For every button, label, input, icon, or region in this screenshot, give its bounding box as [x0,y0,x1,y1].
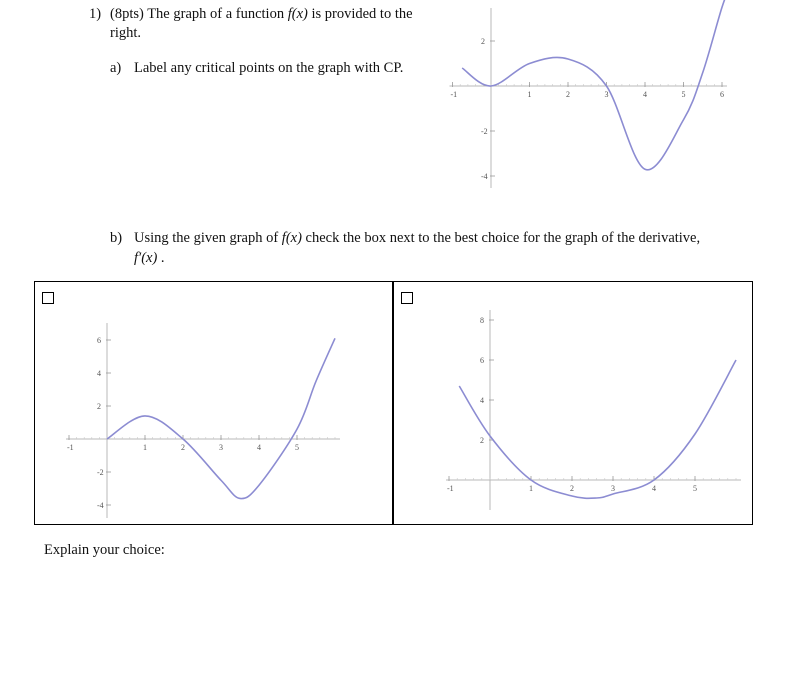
choice-1-y-tick-label: -2 [97,468,104,477]
choice-1-y-tick-label: 6 [97,336,101,345]
choice-2-y-tick-label: 8 [480,316,484,325]
problem-statement [110,5,413,24]
f-graph-y-tick-label: -4 [481,172,488,181]
choice-1-x-tick-label: -1 [67,443,74,452]
choice-2-y-tick-label: 6 [480,356,484,365]
problem-number: 1) [89,6,102,22]
part-a-label: a) [110,60,122,76]
choice-1-x-tick-label: 5 [295,443,299,452]
f-graph-x-tick-label: 2 [566,90,570,99]
f-graph-x-tick-label: 6 [720,90,724,99]
f-graph-x-tick-label: -1 [450,90,458,99]
part-b-text-1: Using the given graph of [134,230,279,246]
choice-1-x-tick-label: 3 [219,443,223,452]
choice-2-x-tick-label: 3 [611,484,615,493]
choice-1-x-tick-label: 1 [143,443,147,452]
f-graph-y-tick-label: -2 [481,127,488,136]
function-graph [450,0,750,200]
choice-2-x-tick-label: 5 [693,484,697,493]
f-graph-x-tick-label: 5 [681,90,686,99]
explain-prompt: Explain your choice: [44,542,165,558]
part-b-function: f(x) [281,230,302,246]
problem-rest-text: is provided to the [311,6,413,22]
derivative-notation: f′(x) [134,250,158,266]
choice-1-x-tick-label: 4 [257,443,261,452]
f-graph-x-tick-label: 4 [643,90,647,99]
choice-1-checkbox[interactable] [42,292,54,304]
choice-2-y-tick-label: 4 [480,396,484,405]
choice-1-y-tick-label: 2 [97,402,101,411]
part-b-text [134,229,700,248]
problem-statement-line2: right. [110,25,142,41]
derivative-period: . [160,250,165,266]
f-graph-y-tick-label: 2 [481,37,485,46]
choice-2-x-tick-label: 4 [652,484,656,493]
choice-2-curve [459,360,736,498]
part-b-text-2: check the box next to the best choice for the graph of the derivative, [305,230,701,246]
choice-1-y-tick-label: 4 [97,369,101,378]
f-graph-x-tick-label: 1 [527,90,532,99]
choice-2-x-tick-label: 1 [529,484,533,493]
choice-2-x-tick-label: -1 [447,484,454,493]
problem-points-text: (8pts) The graph of a function [110,6,285,22]
part-a-text: Label any critical points on the graph with CP. [134,60,404,76]
choice-2-graph [440,310,740,510]
choice-1-x-tick-label: 2 [181,443,185,452]
choice-1-graph [60,318,350,518]
part-b-label: b) [110,230,123,246]
choice-2-y-tick-label: 2 [480,436,484,445]
function-notation: f(x) [287,6,308,22]
f-graph-x-tick-label: 3 [604,90,609,99]
choice-1-curve [107,338,335,498]
choice-2-x-tick-label: 2 [570,484,574,493]
derivative-notation-line [134,249,165,268]
choice-2-checkbox[interactable] [401,292,413,304]
choice-1-y-tick-label: -4 [97,501,104,510]
